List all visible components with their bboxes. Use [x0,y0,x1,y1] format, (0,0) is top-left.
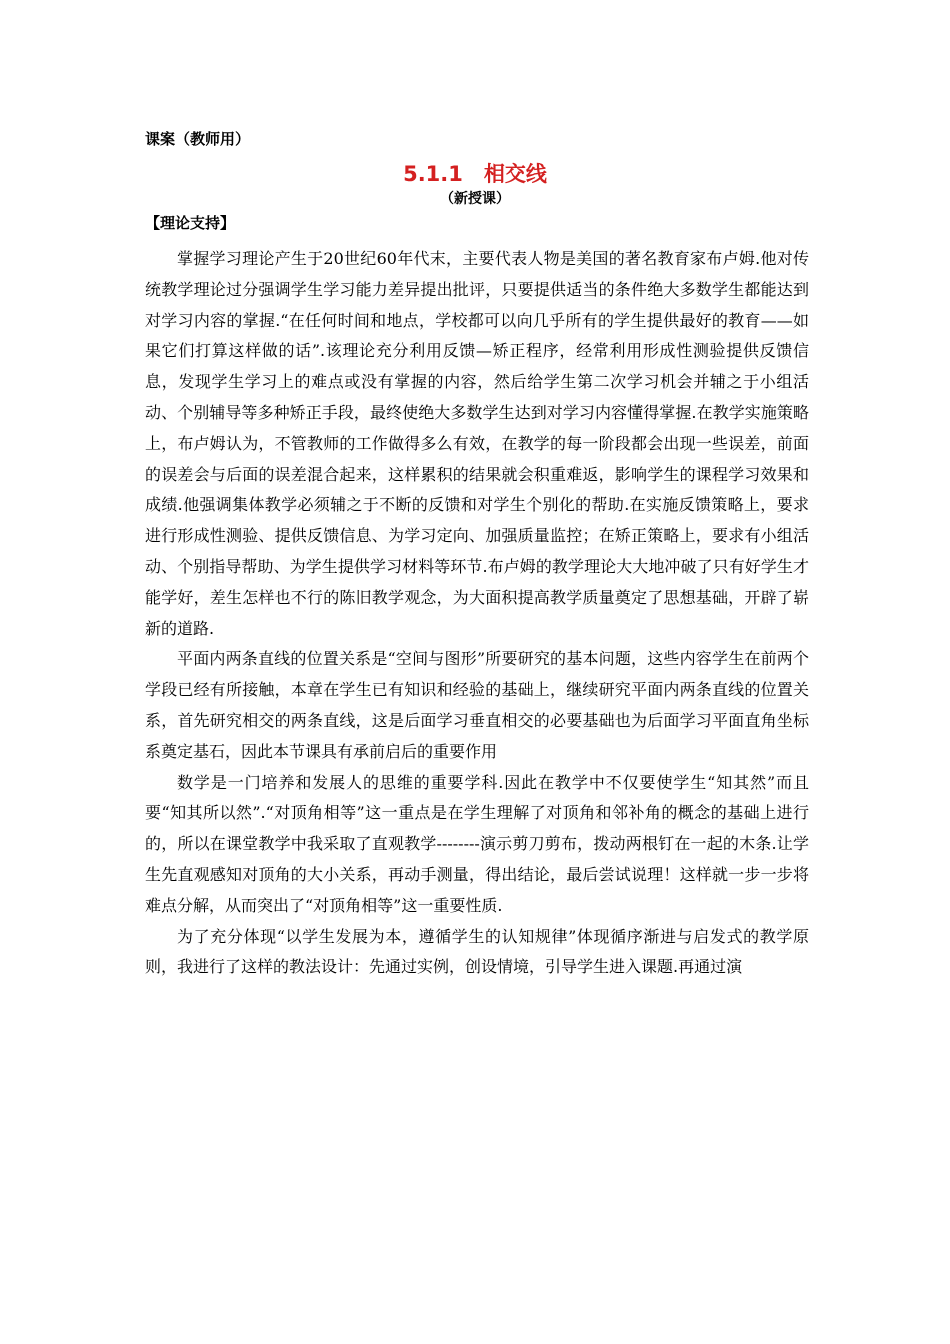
paragraph-teaching-method: 为了充分体现“以学生发展为本，遵循学生的认知规律”体现循序渐进与启发式的教学原则，我进行了这样的教法设计：先通过实例，创设情境，引导学生进入课题.再通过演 [145,926,809,977]
paragraph-vertical-angles: 数学是一门培养和发展人的思维的重要学科.因此在教学中不仅要使学生“知其然”而且要“知其所以然”.“对顶角相等”这一重点是在学生理解了对顶角和邻补角的概念的基础上进行的，所以在课堂教学中我采取了直观教学--------演示剪刀剪布，拨动两根钉在一起的木条.让学生先直观感知对顶角的大小关系，再动手测量，得出结论，最后尝试说理！这样就一步一步将难点分解，从而突出了“对顶角相等”这一重要性质. [145,772,809,915]
document-label: 课案（教师用） [145,130,251,148]
lesson-title: 5.1.1 相交线 [403,162,547,186]
section-heading-theory-support: 【理论支持】 [145,214,236,232]
lesson-subtitle: （新授课） [440,191,510,207]
paragraph-line-relations: 平面内两条直线的位置关系是“空间与图形”所要研究的基本问题，这些内容学生在前两个学段已经有所接触，本章在学生已有知识和经验的基础上，继续研究平面内两条直线的位置关系，首先研究相交的两条直线，这是后面学习垂直相交的必要基础也为后面学习平面直角坐标系奠定基石，因此本节课具有承前启后的重要作用 [145,649,809,761]
body-text [145,244,809,983]
paragraph-mastery-learning: 掌握学习理论产生于20世纪60年代末，主要代表人物是美国的著名教育家布卢姆.他对传统教学理论过分强调学生学习能力差异提出批评，只要提供适当的条件绝大多数学生都能达到对学习内容的掌握.“在任何时间和地点，学校都可以向几乎所有的学生提供最好的教育——如果它们打算这样做的话”.该理论充分利用反馈—矫正程序，经常利用形成性测验提供反馈信息，发现学生学习上的难点或没有掌握的内容，然后给学生第二次学习机会并辅之于小组活动、个别辅导等多种矫正手段，最终使绝大多数学生达到对学习内容懂得掌握.在教学实施策略上，布卢姆认为，不管教师的工作做得多么有效，在教学的每一阶段都会出现一些误差，前面的误差会与后面的误差混合起来，这样累积的结果就会积重难返，影响学生的课程学习效果和成绩.他强调集体教学必须辅之于不断的反馈和对学生个别化的帮助.在实施反馈策略上，要求进行形成性测验、提供反馈信息、为学习定向、加强质量监控；在矫正策略上，要求有小组活动、个别指导帮助、为学生提供学习材料等环节.布卢姆的教学理论大大地冲破了只有好学生才能学好，差生怎样也不行的陈旧教学观念，为大面积提高教学质量奠定了思想基础，开辟了崭新的道路. [145,249,809,638]
